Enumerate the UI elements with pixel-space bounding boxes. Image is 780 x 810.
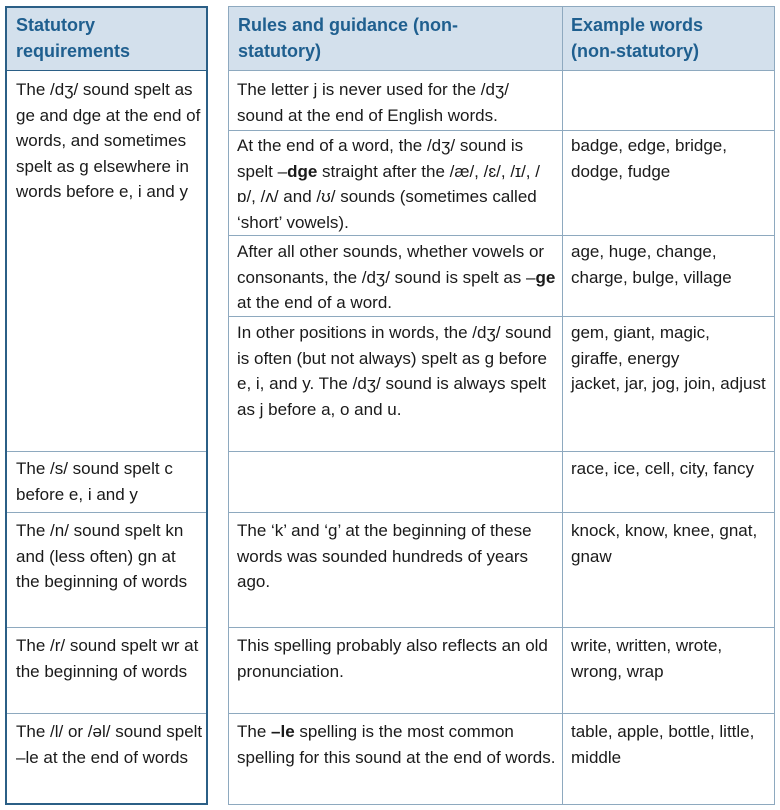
example-cell: jacket, jar, jog, join, adjust <box>571 374 766 393</box>
example-cell: age, huge, change, charge, bulge, village <box>571 242 732 287</box>
example-cell: badge, edge, bridge, dodge, fudge <box>571 136 727 181</box>
row-divider <box>229 512 774 513</box>
left-row-divider <box>7 451 206 452</box>
left-row-divider <box>7 512 206 513</box>
example-cell: race, ice, cell, city, fancy <box>571 459 754 478</box>
row-divider <box>229 451 774 452</box>
sub-row-divider <box>229 316 774 317</box>
header-statutory: Statutory requirements <box>16 15 131 61</box>
row-divider <box>229 713 774 714</box>
sub-row-divider <box>229 235 774 236</box>
example-cell: write, written, wrote, wrong, wrap <box>571 636 723 681</box>
rule-cell: At the end of a word, the /dʒ/ sound is spelt –dge straight after the /æ/, /ɛ/, /ɪ/, /ɒ/, /ʌ/ and /ʊ/ sounds (sometimes called ‘short’ vowels). <box>237 136 540 232</box>
sub-row-divider <box>229 130 774 131</box>
header-examples: Example words (non-statutory) <box>571 15 704 61</box>
rule-cell: The letter j is never used for the /dʒ/ sound at the end of English words. <box>237 80 509 125</box>
requirement-cell: The /dʒ/ sound spelt as ge and dge at the end of words, and sometimes spelt as g elsewhere in words before e, i and y <box>16 80 201 201</box>
left-header-divider <box>7 70 206 71</box>
requirement-cell: The /l/ or /əl/ sound spelt –le at the end of words <box>16 722 203 767</box>
requirement-cell: The /s/ sound spelt c before e, i and y <box>16 459 173 504</box>
requirement-cell: The /r/ sound spelt wr at the beginning of words <box>16 636 199 681</box>
rule-cell: The –le spelling is the most common spelling for this sound at the end of words. <box>237 722 556 767</box>
rule-cell: In other positions in words, the /dʒ/ sound is often (but not always) spelt as g before e, i, and y. The /dʒ/ sound is always spelt as j before a, o and u. <box>237 323 552 419</box>
requirement-cell: The /n/ sound spelt kn and (less often) gn at the beginning of words <box>16 521 188 591</box>
rule-cell: This spelling probably also reflects an old pronunciation. <box>237 636 548 681</box>
left-row-divider <box>7 713 206 714</box>
left-row-divider <box>7 627 206 628</box>
rule-cell: After all other sounds, whether vowels or consonants, the /dʒ/ sound is spelt as –ge at the end of a word. <box>237 242 556 312</box>
row-divider <box>229 627 774 628</box>
right-header-divider <box>229 70 774 71</box>
example-cell: knock, know, knee, gnat, gnaw <box>571 521 758 566</box>
header-rules: Rules and guidance (non-statutory) <box>238 15 459 61</box>
rule-cell: The ‘k’ and ‘g’ at the beginning of these words was sounded hundreds of years ago. <box>237 521 532 591</box>
example-cell: table, apple, bottle, little, middle <box>571 722 755 767</box>
column-divider <box>562 6 563 805</box>
example-cell: gem, giant, magic, giraffe, energy <box>571 323 710 368</box>
